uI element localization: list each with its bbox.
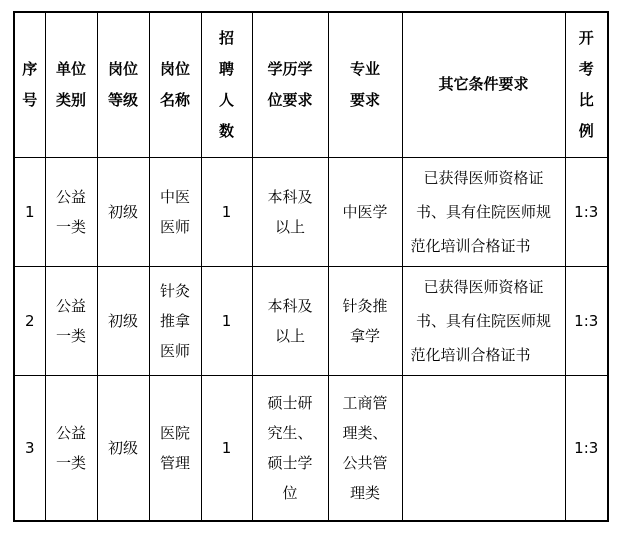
cell-index: 1	[14, 157, 45, 266]
cell-unit-type: 公益一类	[45, 157, 97, 266]
header-headcount: 招聘人数	[201, 12, 252, 157]
table-row	[14, 375, 608, 521]
header-unit-type: 单位类别	[45, 12, 97, 157]
cell-education: 硕士研究生、硕士学位	[252, 375, 328, 521]
cell-unit-type: 公益一类	[45, 375, 97, 521]
cell-major: 工商管理类、公共管理类	[328, 375, 402, 521]
cell-post-name: 中医医师	[149, 157, 201, 266]
header-other: 其它条件要求	[402, 12, 565, 157]
cell-headcount: 1	[201, 375, 252, 521]
table-row	[14, 266, 608, 375]
cell-major: 针灸推拿学	[328, 266, 402, 375]
header-index: 序号	[14, 12, 45, 157]
header-post-name: 岗位名称	[149, 12, 201, 157]
header-major: 专业要求	[328, 12, 402, 157]
cell-headcount: 1	[201, 266, 252, 375]
cell-index: 3	[14, 375, 45, 521]
cell-ratio: 1:3	[565, 266, 608, 375]
cell-unit-type: 公益一类	[45, 266, 97, 375]
cell-education: 本科及以上	[252, 157, 328, 266]
cell-ratio: 1:3	[565, 375, 608, 521]
cell-major: 中医学	[328, 157, 402, 266]
header-row	[14, 12, 608, 157]
cell-headcount: 1	[201, 157, 252, 266]
header-education: 学历学位要求	[252, 12, 328, 157]
cell-other	[402, 375, 565, 521]
header-grade: 岗位等级	[97, 12, 149, 157]
cell-index: 2	[14, 266, 45, 375]
cell-grade: 初级	[97, 375, 149, 521]
recruitment-table	[13, 11, 609, 522]
cell-post-name: 针灸推拿医师	[149, 266, 201, 375]
cell-other: 已获得医师资格证书、具有住院医师规范化培训合格证书	[402, 157, 565, 266]
cell-education: 本科及以上	[252, 266, 328, 375]
cell-grade: 初级	[97, 157, 149, 266]
header-ratio: 开考比例	[565, 12, 608, 157]
cell-other: 已获得医师资格证书、具有住院医师规范化培训合格证书	[402, 266, 565, 375]
cell-post-name: 医院管理	[149, 375, 201, 521]
table-row	[14, 157, 608, 266]
cell-grade: 初级	[97, 266, 149, 375]
cell-ratio: 1:3	[565, 157, 608, 266]
